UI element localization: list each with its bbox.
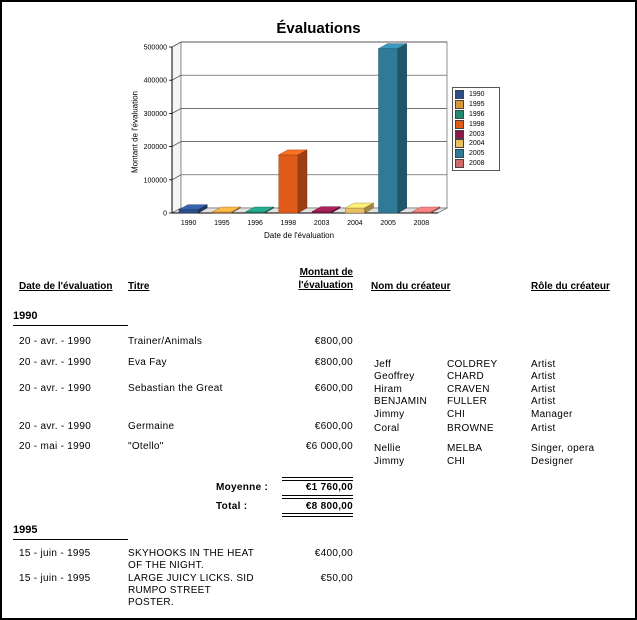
row-titre: POSTER.	[128, 597, 174, 608]
x-tick-label: 2005	[380, 220, 396, 227]
legend-item	[455, 100, 497, 110]
creator-role: Singer, opera	[531, 443, 595, 454]
legend-item	[455, 129, 497, 139]
row-titre: LARGE JUICY LICKS. SID	[128, 573, 254, 584]
header-montant-line1: Montant de	[299, 267, 353, 278]
total-label: Total :	[216, 501, 248, 512]
header-montant	[272, 267, 353, 291]
x-tick-label: 1990	[180, 220, 197, 227]
bar-side	[398, 44, 407, 213]
bar	[378, 49, 397, 213]
group-divider	[13, 539, 128, 540]
x-tick-label: 2008	[413, 220, 430, 227]
x-tick-label: 1995	[214, 220, 230, 227]
summary-rule	[282, 477, 353, 481]
creator-last-name: FULLER	[447, 396, 488, 407]
creator-first-name: Jeff	[374, 359, 392, 370]
legend-swatch	[455, 159, 464, 168]
chart-y-axis-label: Montant de l'évaluation	[130, 90, 140, 174]
creator-first-name: Jimmy	[374, 409, 405, 420]
creator-first-name: Geoffrey	[374, 371, 415, 382]
legend-swatch	[455, 130, 464, 139]
group-divider	[13, 325, 128, 326]
row-date: 20 - avr. - 1990	[19, 383, 92, 394]
row-montant: €800,00	[314, 357, 353, 368]
creator-first-name: BENJAMIN	[374, 396, 427, 407]
bar-side	[298, 150, 307, 213]
bar	[179, 210, 198, 213]
creator-role: Artist	[531, 423, 556, 434]
legend-swatch	[455, 100, 464, 109]
chart-back-wall	[181, 42, 447, 208]
legend-item	[455, 149, 497, 159]
row-titre: SKYHOOKS IN THE HEAT	[128, 548, 255, 559]
header-titre: Titre	[128, 281, 150, 292]
x-tick-label: 2003	[313, 220, 330, 227]
legend-swatch	[455, 110, 464, 119]
summary-rule	[282, 495, 353, 499]
y-tick-label: 200000	[143, 144, 167, 152]
y-tick-label: 300000	[143, 110, 167, 118]
creator-first-name: Coral	[374, 423, 400, 434]
y-tick-label: 100000	[143, 177, 167, 185]
legend-swatch	[455, 120, 464, 129]
creator-last-name: CHI	[447, 409, 466, 420]
bar	[279, 155, 298, 213]
creator-first-name: Jimmy	[374, 456, 405, 467]
legend-swatch	[455, 139, 464, 148]
header-montant-line2: l'évaluation	[298, 280, 353, 291]
legend-label: 2008	[469, 159, 485, 167]
row-montant: €600,00	[314, 383, 353, 394]
legend-item	[455, 119, 497, 129]
creator-last-name: COLDREY	[447, 359, 498, 370]
chart-x-axis-label: Date de l'évaluation	[264, 231, 335, 240]
row-titre: OF THE NIGHT.	[128, 560, 204, 571]
legend-label: 2004	[469, 140, 485, 148]
creator-role: Designer	[531, 456, 574, 467]
header-date: Date de l'évaluation	[19, 281, 113, 292]
x-tick-label: 1998	[280, 220, 297, 227]
creator-last-name: CHI	[447, 456, 466, 467]
legend-label: 1990	[469, 91, 485, 99]
group-year-1995: 1995	[13, 524, 38, 536]
creator-last-name: MELBA	[447, 443, 483, 454]
row-date: 20 - avr. - 1990	[19, 336, 92, 347]
header-nom-createur: Nom du créateur	[371, 281, 451, 292]
bar-chart	[2, 2, 635, 242]
row-titre: "Otello"	[128, 441, 164, 452]
creator-role: Manager	[531, 409, 573, 420]
row-date: 20 - avr. - 1990	[19, 357, 92, 368]
row-titre: Trainer/Animals	[128, 336, 203, 347]
group-year-1990: 1990	[13, 310, 38, 322]
row-titre: Germaine	[128, 421, 175, 432]
bar	[345, 208, 364, 213]
legend-label: 1996	[469, 110, 485, 118]
creator-last-name: CRAVEN	[447, 384, 490, 395]
legend-item	[455, 139, 497, 149]
legend-label: 1995	[469, 101, 485, 109]
header-role-createur: Rôle du créateur	[531, 281, 610, 292]
row-date: 20 - avr. - 1990	[19, 421, 92, 432]
row-montant: €800,00	[314, 336, 353, 347]
row-date: 15 - juin - 1995	[19, 573, 91, 584]
creator-role: Artist	[531, 384, 556, 395]
chart-legend	[452, 87, 500, 171]
moyenne-label: Moyenne :	[216, 482, 269, 493]
x-tick-label: 2004	[347, 220, 363, 227]
creator-last-name: BROWNE	[447, 423, 494, 434]
legend-swatch	[455, 90, 464, 99]
row-titre: Sebastian the Great	[128, 383, 223, 394]
row-date: 20 - mai - 1990	[19, 441, 91, 452]
legend-label: 2003	[469, 130, 485, 138]
legend-item	[455, 90, 497, 100]
summary-rule	[282, 513, 353, 517]
creator-first-name: Hiram	[374, 384, 403, 395]
creator-role: Artist	[531, 359, 556, 370]
legend-swatch	[455, 149, 464, 158]
creator-role: Artist	[531, 371, 556, 382]
creator-role: Artist	[531, 396, 556, 407]
row-montant: €6 000,00	[305, 441, 353, 452]
chart-title: Évaluations	[276, 20, 361, 37]
row-montant: €600,00	[314, 421, 353, 432]
legend-item	[455, 159, 497, 169]
legend-item	[455, 110, 497, 120]
x-tick-label: 1996	[247, 220, 263, 227]
row-titre: RUMPO STREET	[128, 585, 212, 596]
row-montant: €400,00	[314, 548, 353, 559]
legend-label: 1998	[469, 120, 485, 128]
row-date: 15 - juin - 1995	[19, 548, 91, 559]
creator-last-name: CHARD	[447, 371, 485, 382]
creator-first-name: Nellie	[374, 443, 401, 454]
moyenne-value: €1 760,00	[305, 482, 353, 493]
y-tick-label: 0	[163, 210, 167, 218]
legend-label: 2005	[469, 150, 485, 158]
row-titre: Eva Fay	[128, 357, 167, 368]
y-tick-label: 500000	[143, 44, 167, 52]
row-montant: €50,00	[320, 573, 353, 584]
y-tick-label: 400000	[143, 77, 167, 85]
total-value: €8 800,00	[305, 501, 353, 512]
chart-side-wall	[172, 42, 181, 213]
